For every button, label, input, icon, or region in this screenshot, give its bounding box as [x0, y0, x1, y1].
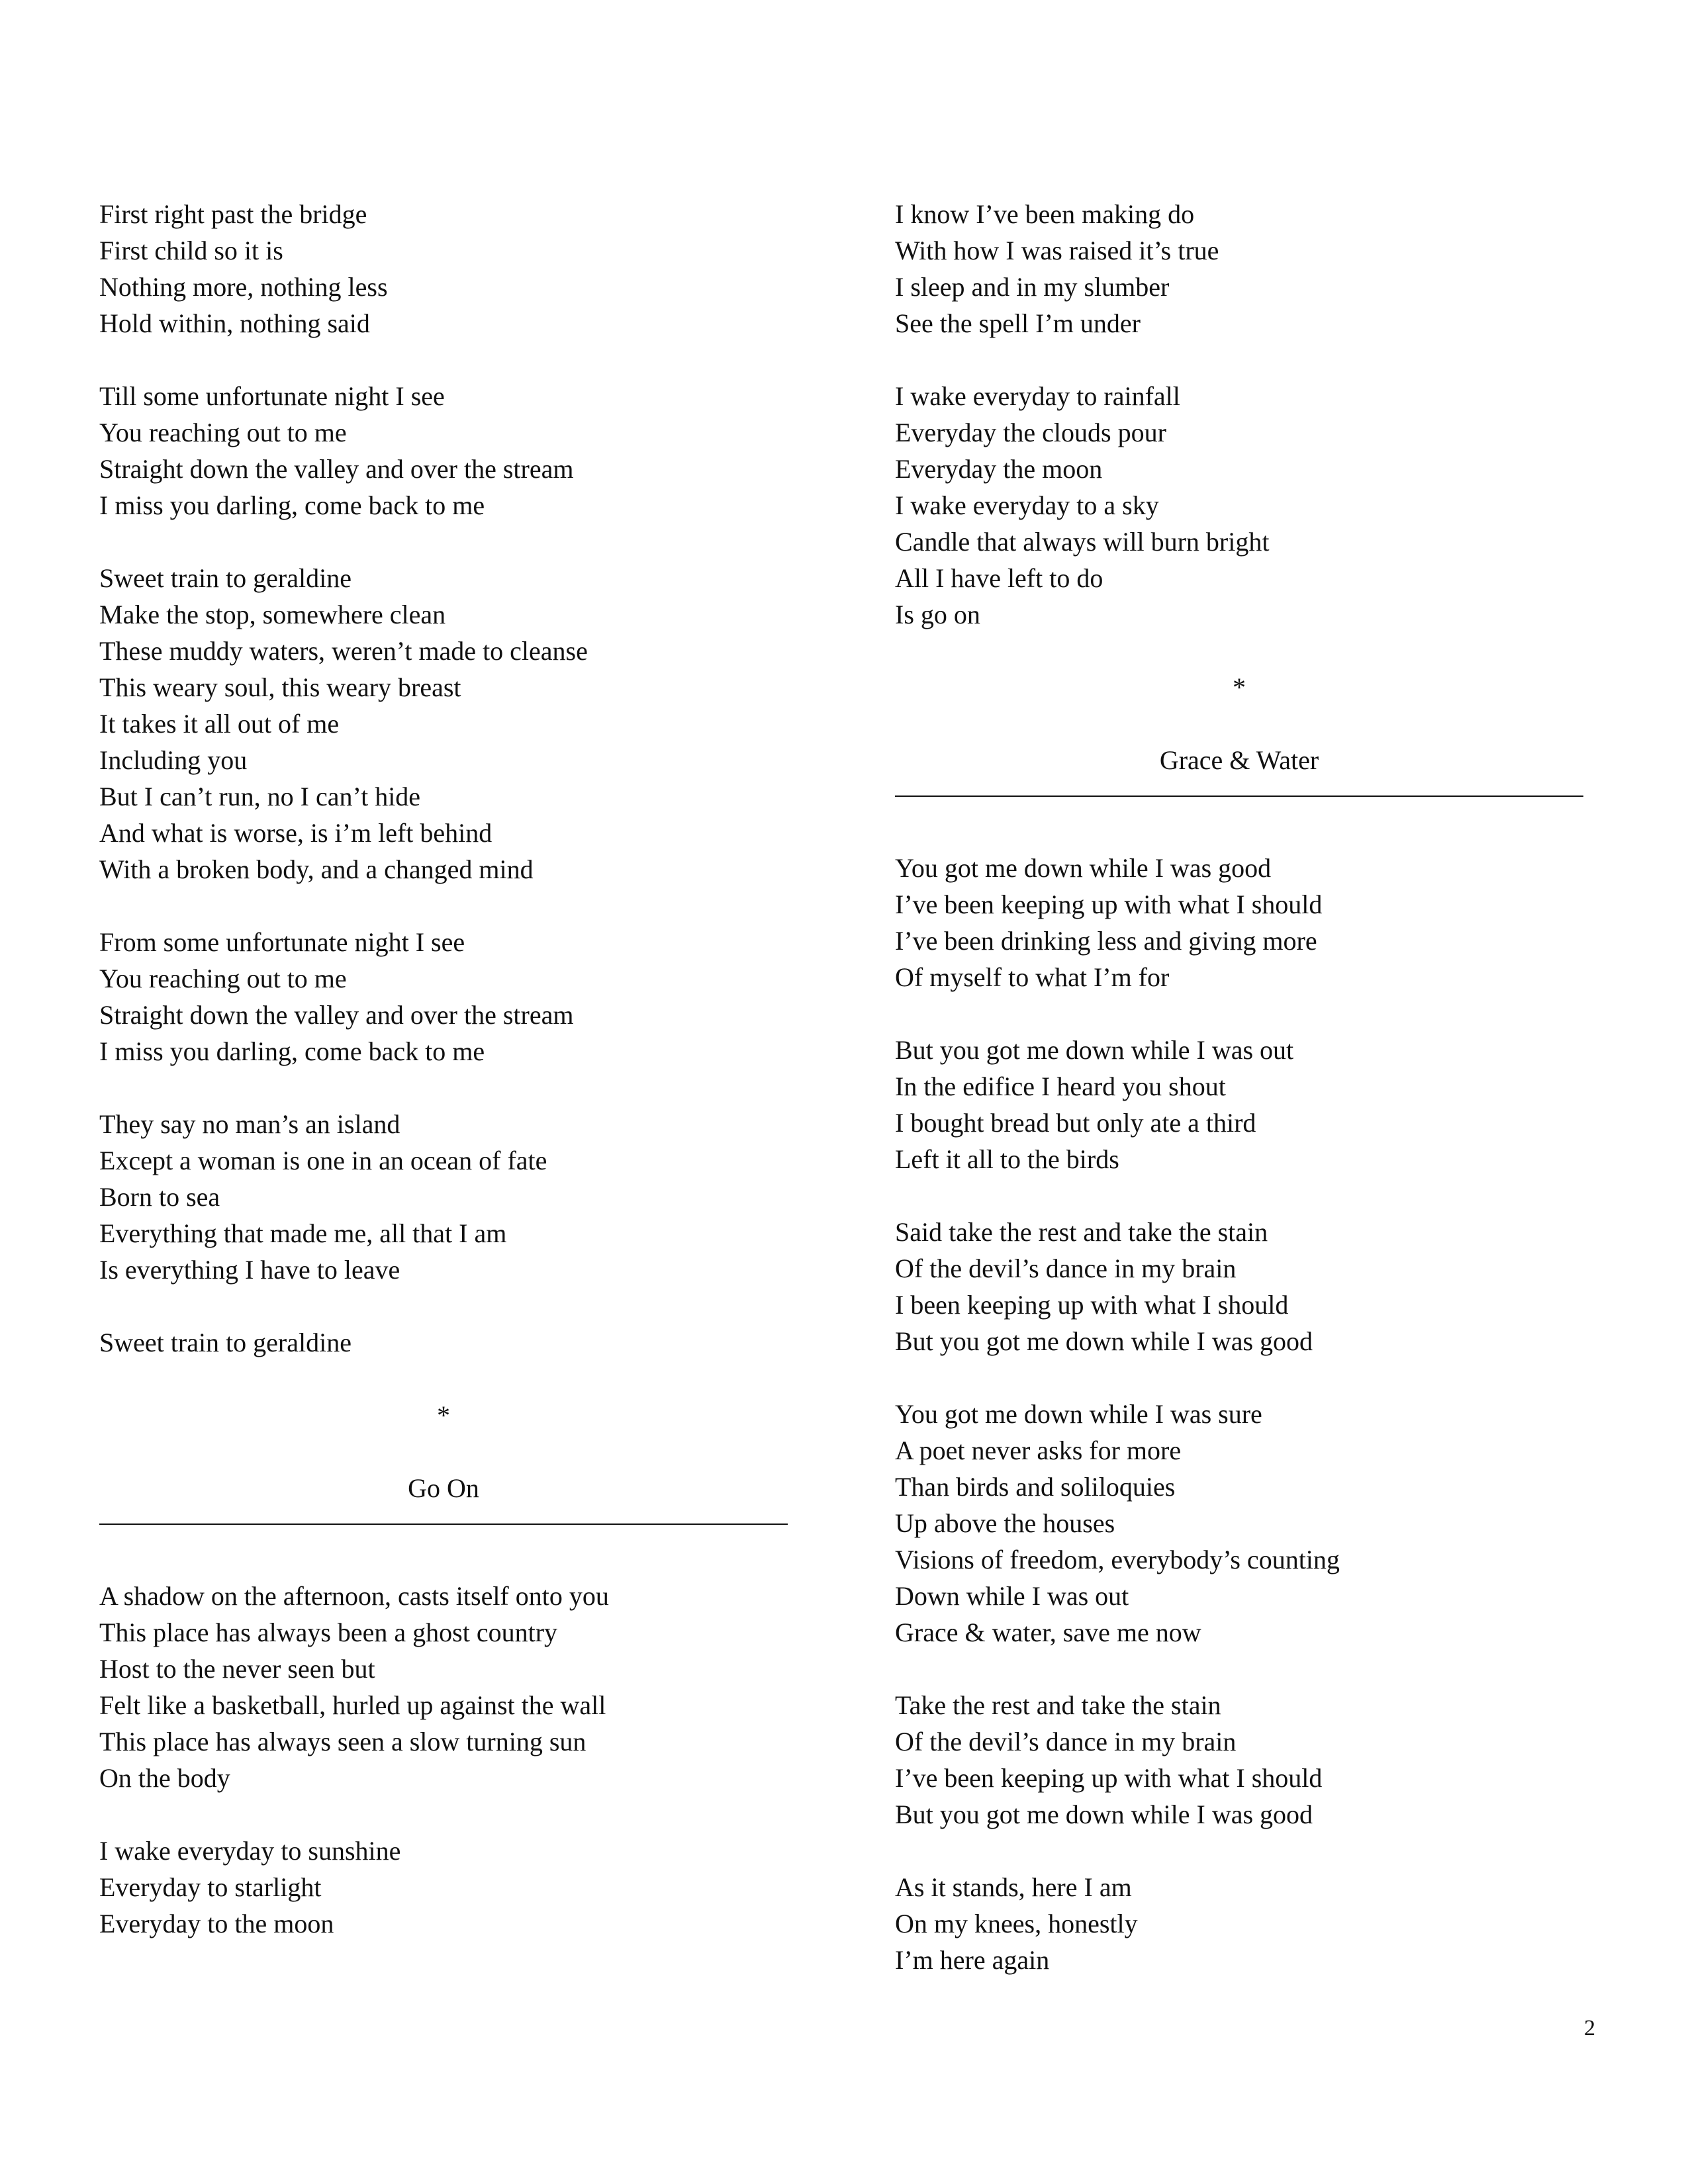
lyric-line: See the spell I’m under [895, 308, 1141, 338]
stanzas-bottom [895, 850, 1583, 1978]
lyric-line: All I have left to do [895, 563, 1103, 593]
lyric-line: On my knees, honestly [895, 1909, 1138, 1938]
stanza [99, 560, 788, 887]
left-column [99, 196, 788, 1978]
lyric-line: Except a woman is one in an ocean of fate [99, 1146, 547, 1175]
lyric-line: I miss you darling, come back to me [99, 1036, 485, 1066]
lyric-line: A shadow on the afternoon, casts itself onto you [99, 1581, 609, 1611]
stanzas-top [895, 196, 1583, 633]
lyric-line: Is go on [895, 600, 980, 629]
stanza [99, 1324, 788, 1361]
lyric-line: Including you [99, 745, 248, 775]
lyric-line: I’ve been keeping up with what I should [895, 889, 1323, 919]
title-rule [99, 1524, 788, 1525]
stanza [99, 196, 788, 341]
stanza [99, 1833, 788, 1942]
lyric-line: As it stands, here I am [895, 1872, 1132, 1902]
stanza [99, 1578, 788, 1796]
lyric-line: Host to the never seen but [99, 1654, 375, 1684]
lyric-line: But you got me down while I was good [895, 1799, 1313, 1829]
lyric-line: But I can’t run, no I can’t hide [99, 782, 421, 811]
lyric-line: A poet never asks for more [895, 1435, 1182, 1465]
lyric-line: Everyday the clouds pour [895, 418, 1166, 447]
lyric-line: Of the devil’s dance in my brain [895, 1727, 1237, 1756]
stanza [895, 1032, 1583, 1177]
stanzas-bottom [99, 1578, 788, 1942]
lyric-line: Of the devil’s dance in my brain [895, 1253, 1237, 1283]
lyric-line: Take the rest and take the stain [895, 1690, 1221, 1720]
lyric-line: From some unfortunate night I see [99, 927, 465, 957]
lyric-line: Left it all to the birds [895, 1144, 1119, 1174]
lyric-line: Visions of freedom, everybody’s counting [895, 1545, 1340, 1574]
lyric-line: With how I was raised it’s true [895, 236, 1219, 265]
stanza [895, 196, 1583, 341]
lyric-line: Everyday the moon [895, 454, 1103, 484]
lyric-line: Down while I was out [895, 1581, 1129, 1611]
lyric-line: Everyday to the moon [99, 1909, 334, 1938]
lyric-line: In the edifice I heard you shout [895, 1071, 1226, 1101]
lyric-line: You got me down while I was sure [895, 1399, 1262, 1429]
lyric-line: Everyday to starlight [99, 1872, 322, 1902]
lyric-line: I wake everyday to sunshine [99, 1836, 401, 1866]
lyric-line: Is everything I have to leave [99, 1255, 400, 1285]
lyric-line: I’ve been keeping up with what I should [895, 1763, 1323, 1793]
lyric-line: I sleep and in my slumber [895, 272, 1170, 302]
lyric-line: I’m here again [895, 1945, 1050, 1975]
lyric-line: Grace & water, save me now [895, 1617, 1201, 1647]
lyric-line: These muddy waters, weren’t made to cleanse [99, 636, 588, 666]
lyric-line: With a broken body, and a changed mind [99, 854, 534, 884]
lyric-line: First child so it is [99, 236, 283, 265]
stanza [895, 378, 1583, 633]
lyric-line: Candle that always will burn bright [895, 527, 1270, 557]
stanza [895, 1687, 1583, 1833]
stanza [895, 1396, 1583, 1651]
lyric-line: Straight down the valley and over the stream [99, 1000, 574, 1030]
lyric-line: You got me down while I was good [895, 853, 1272, 883]
stanza [895, 1214, 1583, 1359]
lyric-line: I wake everyday to rainfall [895, 381, 1180, 411]
lyric-line: Straight down the valley and over the stream [99, 454, 574, 484]
lyric-line: You reaching out to me [99, 964, 347, 993]
lyric-line: Than birds and soliloquies [895, 1472, 1176, 1502]
page-number: 2 [1584, 2016, 1595, 2040]
title-rule [895, 796, 1583, 797]
stanza [895, 850, 1583, 995]
lyric-line: I wake everyday to a sky [895, 490, 1159, 520]
lyric-line: On the body [99, 1763, 230, 1793]
lyric-line: And what is worse, is i’m left behind [99, 818, 492, 848]
lyric-line: This place has always been a ghost country [99, 1617, 558, 1647]
lyric-line: You reaching out to me [99, 418, 347, 447]
lyric-line: Nothing more, nothing less [99, 272, 388, 302]
lyric-line: Said take the rest and take the stain [895, 1217, 1268, 1247]
stanza [99, 378, 788, 523]
lyric-line: I’ve been drinking less and giving more [895, 926, 1317, 956]
section-separator: * [437, 1400, 450, 1430]
lyric-line: Sweet train to geraldine [99, 563, 352, 593]
lyric-line: First right past the bridge [99, 199, 367, 229]
lyric-line: Hold within, nothing said [99, 308, 370, 338]
song-title: Grace & Water [1159, 745, 1319, 775]
lyric-line: Felt like a basketball, hurled up against the wall [99, 1690, 606, 1720]
lyric-line: This place has always seen a slow turning sun [99, 1727, 586, 1756]
lyric-line: Everything that made me, all that I am [99, 1218, 507, 1248]
stanza [895, 1869, 1583, 1978]
lyric-line: This weary soul, this weary breast [99, 672, 461, 702]
lyric-line: Of myself to what I’m for [895, 962, 1170, 992]
lyric-line: I miss you darling, come back to me [99, 490, 485, 520]
lyric-line: Make the stop, somewhere clean [99, 600, 446, 629]
stanza [99, 1106, 788, 1288]
stanzas-top [99, 196, 788, 1361]
song-title: Go On [408, 1473, 479, 1503]
lyric-line: I know I’ve been making do [895, 199, 1195, 229]
lyric-line: But you got me down while I was good [895, 1326, 1313, 1356]
lyric-line: But you got me down while I was out [895, 1035, 1294, 1065]
lyric-line: Sweet train to geraldine [99, 1328, 352, 1357]
lyric-line: It takes it all out of me [99, 709, 340, 739]
lyric-line: Born to sea [99, 1182, 220, 1212]
lyric-line: I bought bread but only ate a third [895, 1108, 1256, 1138]
section-separator: * [1233, 672, 1246, 702]
lyric-line: I been keeping up with what I should [895, 1290, 1289, 1320]
right-column [895, 196, 1583, 2015]
lyric-line: Up above the houses [895, 1508, 1115, 1538]
lyric-line: Till some unfortunate night I see [99, 381, 445, 411]
stanza [99, 924, 788, 1069]
lyric-line: They say no man’s an island [99, 1109, 400, 1139]
